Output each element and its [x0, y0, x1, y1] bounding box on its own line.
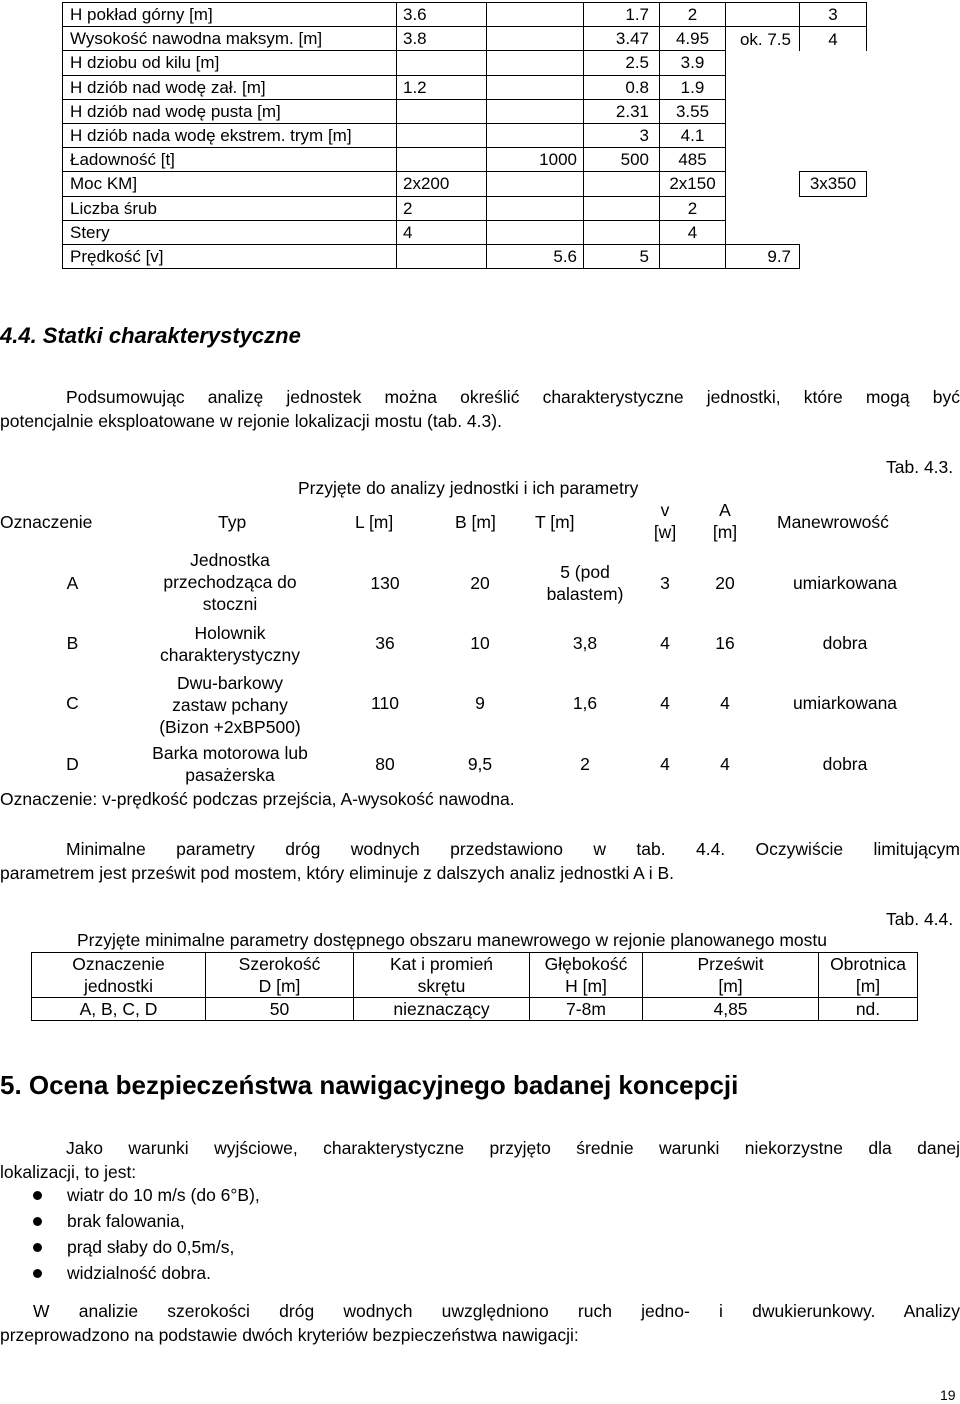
- table-cell: H pokład górny [m]: [63, 3, 397, 27]
- bullet-icon: [33, 1217, 42, 1226]
- row-v: 4: [660, 754, 670, 774]
- col-header-b: B [m]: [455, 512, 496, 532]
- table-cell: [726, 3, 800, 27]
- row-a: 4: [720, 754, 730, 774]
- table-row: [63, 172, 867, 196]
- table-cell: 3x350: [800, 172, 867, 196]
- table-cell: 3: [584, 123, 660, 147]
- table-cell: [487, 220, 584, 244]
- table-cell: 2x150: [660, 172, 726, 196]
- table-cell: nieznaczący: [354, 998, 530, 1021]
- table-cell: 500: [584, 148, 660, 172]
- table-cell: [726, 148, 800, 172]
- list-item: brak falowania,: [0, 1209, 260, 1235]
- table-cell: [487, 51, 584, 75]
- table-cell: [800, 220, 867, 244]
- col-header-a: A [m]: [712, 500, 738, 542]
- table-cell: ok. 7.5: [726, 27, 800, 51]
- row-t: 3,8: [572, 633, 598, 653]
- table-cell: 3.8: [397, 27, 487, 51]
- row-v: 3: [660, 573, 670, 593]
- table-cell: 2: [660, 3, 726, 27]
- table-cell: 3.6: [397, 3, 487, 27]
- row-manewrowosc: umiarkowana: [792, 693, 898, 713]
- row-v: 4: [660, 693, 670, 713]
- col-header-typ: Typ: [218, 512, 247, 532]
- table-cell: [800, 99, 867, 123]
- table-cell: A, B, C, D: [32, 998, 206, 1021]
- row-t: 2: [580, 754, 590, 774]
- table-cell: [726, 75, 800, 99]
- row-l: 130: [370, 573, 400, 593]
- table-cell: Liczba śrub: [63, 196, 397, 220]
- table-cell: [584, 220, 660, 244]
- col-header-oznaczenie: Oznaczenie: [0, 512, 93, 532]
- section-heading-5: 5. Ocena bezpieczeństwa nawigacyjnego badanej koncepcji: [0, 1070, 739, 1100]
- table-cell: nd.: [819, 998, 918, 1021]
- table-cell: 4,85: [643, 998, 819, 1021]
- table-cell: 485: [660, 148, 726, 172]
- table-cell: [487, 123, 584, 147]
- header-cell: Oznaczenie jednostki: [32, 953, 206, 998]
- table-cell: 5.6: [487, 244, 584, 268]
- col-header-manewrowosc: Manewrowość: [777, 512, 889, 532]
- table-cell: 50: [206, 998, 354, 1021]
- parameters-table: [62, 2, 867, 269]
- row-a: 16: [715, 633, 735, 653]
- table-cell: [800, 51, 867, 75]
- row-b: 20: [470, 573, 490, 593]
- table-cell: [726, 172, 800, 196]
- table-row: [63, 27, 867, 51]
- table-cell: 3: [800, 3, 867, 27]
- row-id: B: [66, 633, 79, 653]
- row-b: 9: [475, 693, 485, 713]
- section-heading-4-4: 4.4. Statki charakterystyczne: [0, 323, 301, 348]
- table-row: [63, 244, 867, 268]
- table-row: [63, 123, 867, 147]
- table-cell: [397, 148, 487, 172]
- row-a: 4: [720, 693, 730, 713]
- min-params-paragraph: Minimalne parametry dróg wodnych przedstawiono w tab. 4.4. Oczywiście limitującym parametrem jest prześwit pod mostem, który eliminuje z dalszych analiz jednostki A i B.: [0, 839, 960, 883]
- table-4-3-note: Oznaczenie: v-prędkość podczas przejścia, A-wysokość nawodna.: [0, 789, 515, 809]
- row-t: 5 (pod balastem): [546, 562, 624, 604]
- row-l: 80: [375, 754, 395, 774]
- tab-4-3-label: Tab. 4.3.: [886, 457, 954, 477]
- col-header-v: v [w]: [653, 500, 677, 542]
- table-row: [63, 148, 867, 172]
- conditions-list: [0, 1183, 260, 1287]
- row-type: Holownik charakterystyczny: [159, 623, 301, 665]
- table-cell: H dziób nada wodę ekstrem. trym [m]: [63, 123, 397, 147]
- table-row: [32, 998, 918, 1021]
- table-cell: Wysokość nawodna maksym. [m]: [63, 27, 397, 51]
- table-cell: [487, 172, 584, 196]
- table-cell: Prędkość [v]: [63, 244, 397, 268]
- bullet-icon: [33, 1191, 42, 1200]
- table-cell: [397, 123, 487, 147]
- row-manewrowosc: dobra: [822, 754, 868, 774]
- table-cell: 4.95: [660, 27, 726, 51]
- table-cell: 1000: [487, 148, 584, 172]
- table-cell: [397, 51, 487, 75]
- table-cell: H dziób nad wodę pusta [m]: [63, 99, 397, 123]
- table-cell: 3.55: [660, 99, 726, 123]
- table-cell: Moc KM]: [63, 172, 397, 196]
- table-cell: [660, 244, 726, 268]
- bullet-icon: [33, 1243, 42, 1252]
- table-cell: [487, 196, 584, 220]
- table-cell: 5: [584, 244, 660, 268]
- row-l: 110: [371, 693, 399, 713]
- table-cell: 4: [397, 220, 487, 244]
- table-cell: [800, 75, 867, 99]
- header-cell: Prześwit [m]: [643, 953, 819, 998]
- row-v: 4: [660, 633, 670, 653]
- col-header-t: T [m]: [535, 512, 575, 532]
- row-manewrowosc: dobra: [822, 633, 868, 653]
- header-cell: Obrotnica [m]: [819, 953, 918, 998]
- table-cell: 1.7: [584, 3, 660, 27]
- table-cell: 9.7: [726, 244, 800, 268]
- table-cell: [487, 99, 584, 123]
- table-4-4: [31, 952, 918, 1021]
- table-cell: [726, 123, 800, 147]
- table-cell: 4.1: [660, 123, 726, 147]
- row-b: 9,5: [467, 754, 493, 774]
- table-cell: 1.2: [397, 75, 487, 99]
- table-cell: [800, 148, 867, 172]
- row-manewrowosc: umiarkowana: [792, 573, 898, 593]
- table-cell: 2.31: [584, 99, 660, 123]
- row-type: Dwu-barkowy zastaw pchany (Bizon +2xBP500): [159, 673, 301, 737]
- table-row: [63, 75, 867, 99]
- row-a: 20: [715, 573, 735, 593]
- table-cell: 2: [397, 196, 487, 220]
- table-cell: [726, 99, 800, 123]
- table-cell: [487, 75, 584, 99]
- table-cell: 7-8m: [530, 998, 643, 1021]
- table-cell: [487, 27, 584, 51]
- table-cell: 4: [800, 27, 867, 51]
- table-cell: [726, 196, 800, 220]
- table-cell: [726, 220, 800, 244]
- list-item: prąd słaby do 0,5m/s,: [0, 1235, 260, 1261]
- table-cell: 2: [660, 196, 726, 220]
- row-type: Barka motorowa lub pasażerska: [152, 743, 308, 785]
- table-cell: 2.5: [584, 51, 660, 75]
- table-header-row: [32, 953, 918, 998]
- table-cell: [800, 123, 867, 147]
- section-5-paragraph: Jako warunki wyjściowe, charakterystyczne przyjęto średnie warunki niekorzystne dla danej lokalizacji, to jest:: [0, 1138, 960, 1182]
- tab-4-4-label: Tab. 4.4.: [886, 909, 954, 929]
- table-cell: 3.9: [660, 51, 726, 75]
- table-cell: 4: [660, 220, 726, 244]
- table-row: [63, 51, 867, 75]
- tab-4-3-caption: Przyjęte do analizy jednostki i ich parametry: [298, 478, 639, 498]
- row-id: D: [66, 754, 79, 774]
- table-cell: [584, 172, 660, 196]
- header-cell: Kat i promień skrętu: [354, 953, 530, 998]
- row-id: A: [66, 573, 79, 593]
- table-row: [63, 220, 867, 244]
- table-cell: 3.47: [584, 27, 660, 51]
- table-cell: [487, 3, 584, 27]
- table-cell: H dziobu od kilu [m]: [63, 51, 397, 75]
- section-4-4-paragraph: Podsumowując analizę jednostek można określić charakterystyczne jednostki, które mogą być potencjalnie eksploatowane w rejonie lokalizacji mostu (tab. 4.3).: [0, 387, 960, 431]
- table-cell: H dziób nad wodę zał. [m]: [63, 75, 397, 99]
- table-cell: 2x200: [397, 172, 487, 196]
- page-number: 19: [940, 1387, 956, 1403]
- row-t: 1,6: [572, 693, 598, 713]
- table-cell: Ładowność [t]: [63, 148, 397, 172]
- row-b: 10: [470, 633, 490, 653]
- section-5-paragraph-2: W analizie szerokości dróg wodnych uwzględniono ruch jedno- i dwukierunkowy. Analizy przeprowadzono na podstawie dwóch kryteriów bezpieczeństwa nawigacji:: [0, 1301, 960, 1345]
- table-cell: [397, 244, 487, 268]
- table-cell: [800, 196, 867, 220]
- row-type: Jednostka przechodząca do stoczni: [163, 550, 297, 614]
- row-l: 36: [375, 633, 395, 653]
- header-cell: Szerokość D [m]: [206, 953, 354, 998]
- list-item: wiatr do 10 m/s (do 6°B),: [0, 1183, 260, 1209]
- table-cell: 1.9: [660, 75, 726, 99]
- bullet-icon: [33, 1269, 42, 1278]
- table-cell: 0.8: [584, 75, 660, 99]
- table-cell: [726, 51, 800, 75]
- table-cell: [584, 196, 660, 220]
- table-row: [63, 3, 867, 27]
- table-row: [63, 99, 867, 123]
- table-cell: [397, 99, 487, 123]
- list-item: widzialność dobra.: [0, 1261, 260, 1287]
- col-header-l: L [m]: [355, 512, 394, 532]
- table-cell: Stery: [63, 220, 397, 244]
- table-row: [63, 196, 867, 220]
- tab-4-4-caption: Przyjęte minimalne parametry dostępnego obszaru manewrowego w rejonie planowanego mostu: [77, 930, 827, 950]
- table-cell: [800, 244, 867, 268]
- row-id: C: [66, 693, 79, 713]
- header-cell: Głębokość H [m]: [530, 953, 643, 998]
